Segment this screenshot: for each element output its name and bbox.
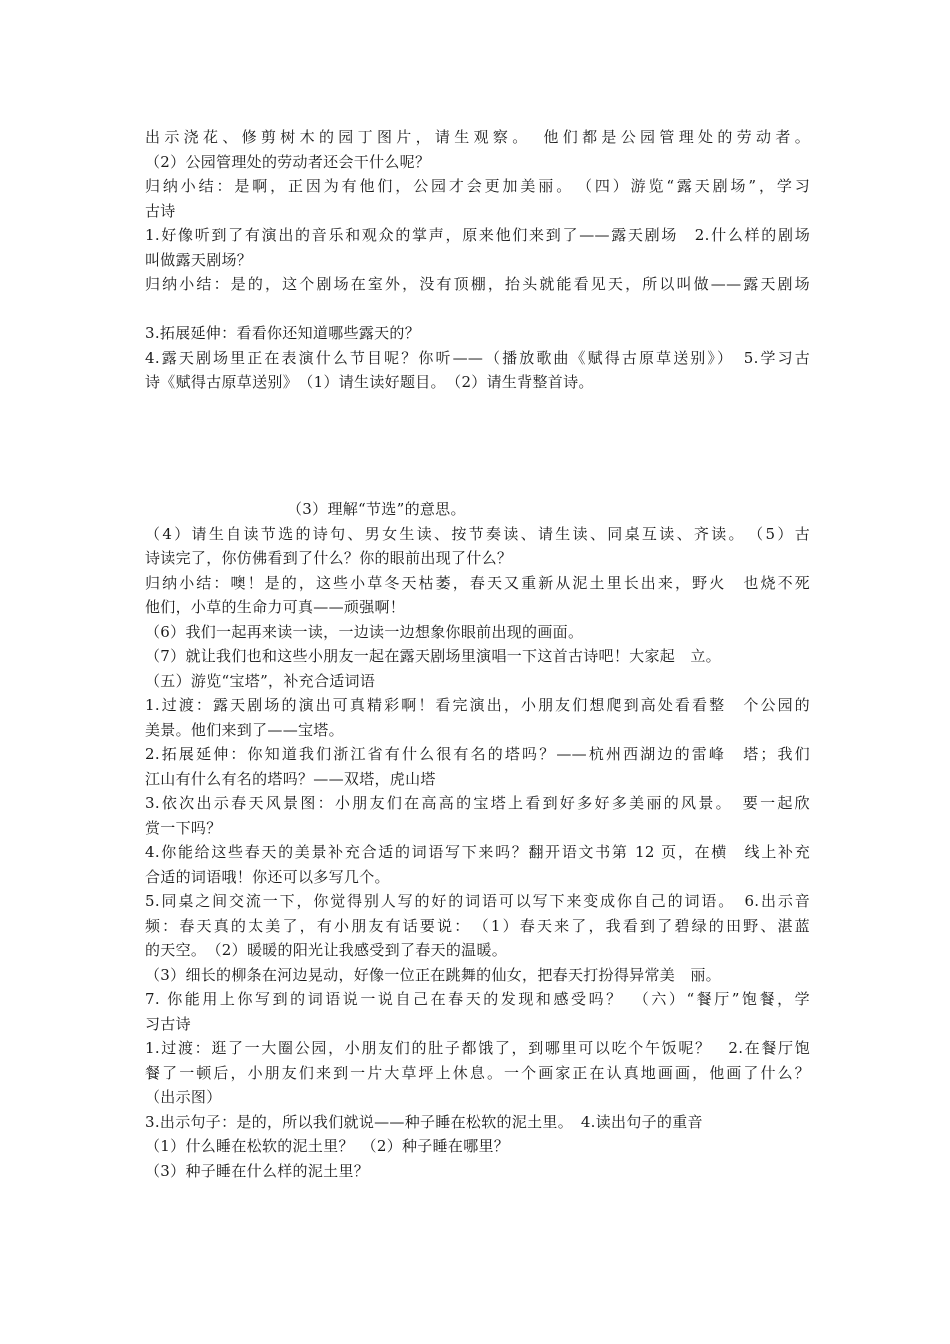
text-line: 美景。他们来到了——宝塔。 [145,720,344,739]
text-line: 5.同桌之间交流一下，你觉得别人写的好的词语可以写下来变成你自己的词语。 6.出示音 [145,892,810,910]
text-line: 4.你能给这些春天的美景补充合适的词语写下来吗？翻开语文书第 12 页，在横 线上补充 [145,843,810,861]
blank-line [145,297,810,322]
text-line: 他们，小草的生命力可真——顽强啊！ [145,598,406,616]
text-line: （3）细长的柳条在河边晃动，好像一位正在跳舞的仙女，把春天打扮得异常美 丽。 [145,965,721,984]
text-line: （3）种子睡在什么样的泥土里？ [145,1161,370,1180]
text-line: 诗读完了，你仿佛看到了什么？你的眼前出现了什么？ [145,549,513,567]
text-line: 的天空。 （2）暖暖的阳光让我感受到了春天的温暖。 [145,941,508,959]
text-line: 3.拓展延伸：看看你还知道哪些露天的？ [145,324,421,342]
text-line: 赏一下吗？ [145,818,222,837]
text-line: （3）理解“节选”的意思。 [287,500,466,518]
text-line: 诗《赋得古原草送别》 （1）请生读好题目。 （2）请生背整首诗。 [145,373,594,391]
section-heading: （五）游览“宝塔”，补充合适词语 [145,671,376,690]
text-line: （2）公园管理处的劳动者还会干什么呢？ [145,152,431,171]
text-line: 7. 你能用上你写到的词语说一说自己在春天的发现和感受吗？ （六）“餐厅”饱餐，学 [145,990,810,1008]
text-line: 出示浇花、修剪树木的园丁图片，请生观察。 他们都是公园管理处的劳动者。 [145,128,810,146]
text-line: 归纳小结：噢！是的，这些小草冬天枯萎，春天又重新从泥土里长出来，野火 也烧不死 [145,573,810,592]
text-section-a [145,125,810,395]
text-section-b [145,497,810,1183]
text-line: 归纳小结：是的，这个剧场在室外，没有顶棚，抬头就能看见天，所以叫做——露天剧场 [145,275,810,293]
text-line: 合适的词语哦！你还可以多写几个。 [145,867,390,886]
text-line: 习古诗 [145,1014,191,1033]
text-line: 归纳小结：是啊，正因为有他们，公园才会更加美丽。 （四）游览“露天剧场”，学习 [145,177,810,195]
text-line: （4）请生自读节选的诗句、男女生读、按节奏读、请生读、同桌互读、齐读。 （5）古 [145,524,810,543]
text-line: 餐了一顿后，小朋友们来到一片大草坪上休息。一个画家正在认真地画画，他画了什么？ [145,1063,810,1082]
text-line: 古诗 [145,201,176,220]
text-line: 1.好像听到了有演出的音乐和观众的掌声，原来他们来到了——露天剧场 2.什么样的剧场 [145,226,810,244]
text-line: 3.依次出示春天风景图：小朋友们在高高的宝塔上看到好多好多美丽的风景。 要一起欣 [145,794,810,812]
text-line: 3.出示句子：是的，所以我们就说——种子睡在松软的泥土里。 4.读出句子的重音 [145,1112,703,1131]
text-line: 2.拓展延伸：你知道我们浙江省有什么很有名的塔吗？——杭州西湖边的雷峰 塔；我们 [145,745,810,763]
text-line: 1.过渡：逛了一大圈公园，小朋友们的肚子都饿了，到哪里可以吃个午饭呢？ 2.在餐厅饱 [145,1039,810,1057]
text-line: 叫做露天剧场？ [145,250,253,269]
text-line: 1.过渡：露天剧场的演出可真精彩啊！看完演出，小朋友们想爬到高处看看整 个公园的 [145,696,810,714]
text-line: 江山有什么有名的塔吗？——双塔，虎山塔 [145,769,436,788]
text-line: （7）就让我们也和这些小朋友一起在露天剧场里演唱一下这首古诗吧！大家起 立。 [145,647,721,665]
text-line: （1）什么睡在松软的泥土里？ （2）种子睡在哪里？ [145,1137,510,1155]
text-line: （出示图） [145,1088,222,1106]
text-line: 4.露天剧场里正在表演什么节目呢？你听——（播放歌曲《赋得古原草送别》） 5.学习古 [145,348,810,367]
text-line: （6）我们一起再来读一读，一边读一边想象你眼前出现的画面。 [145,622,584,641]
text-line: 频：春天真的太美了，有小朋友有话要说： （1）春天来了，我看到了碧绿的田野、湛蓝 [145,916,810,935]
